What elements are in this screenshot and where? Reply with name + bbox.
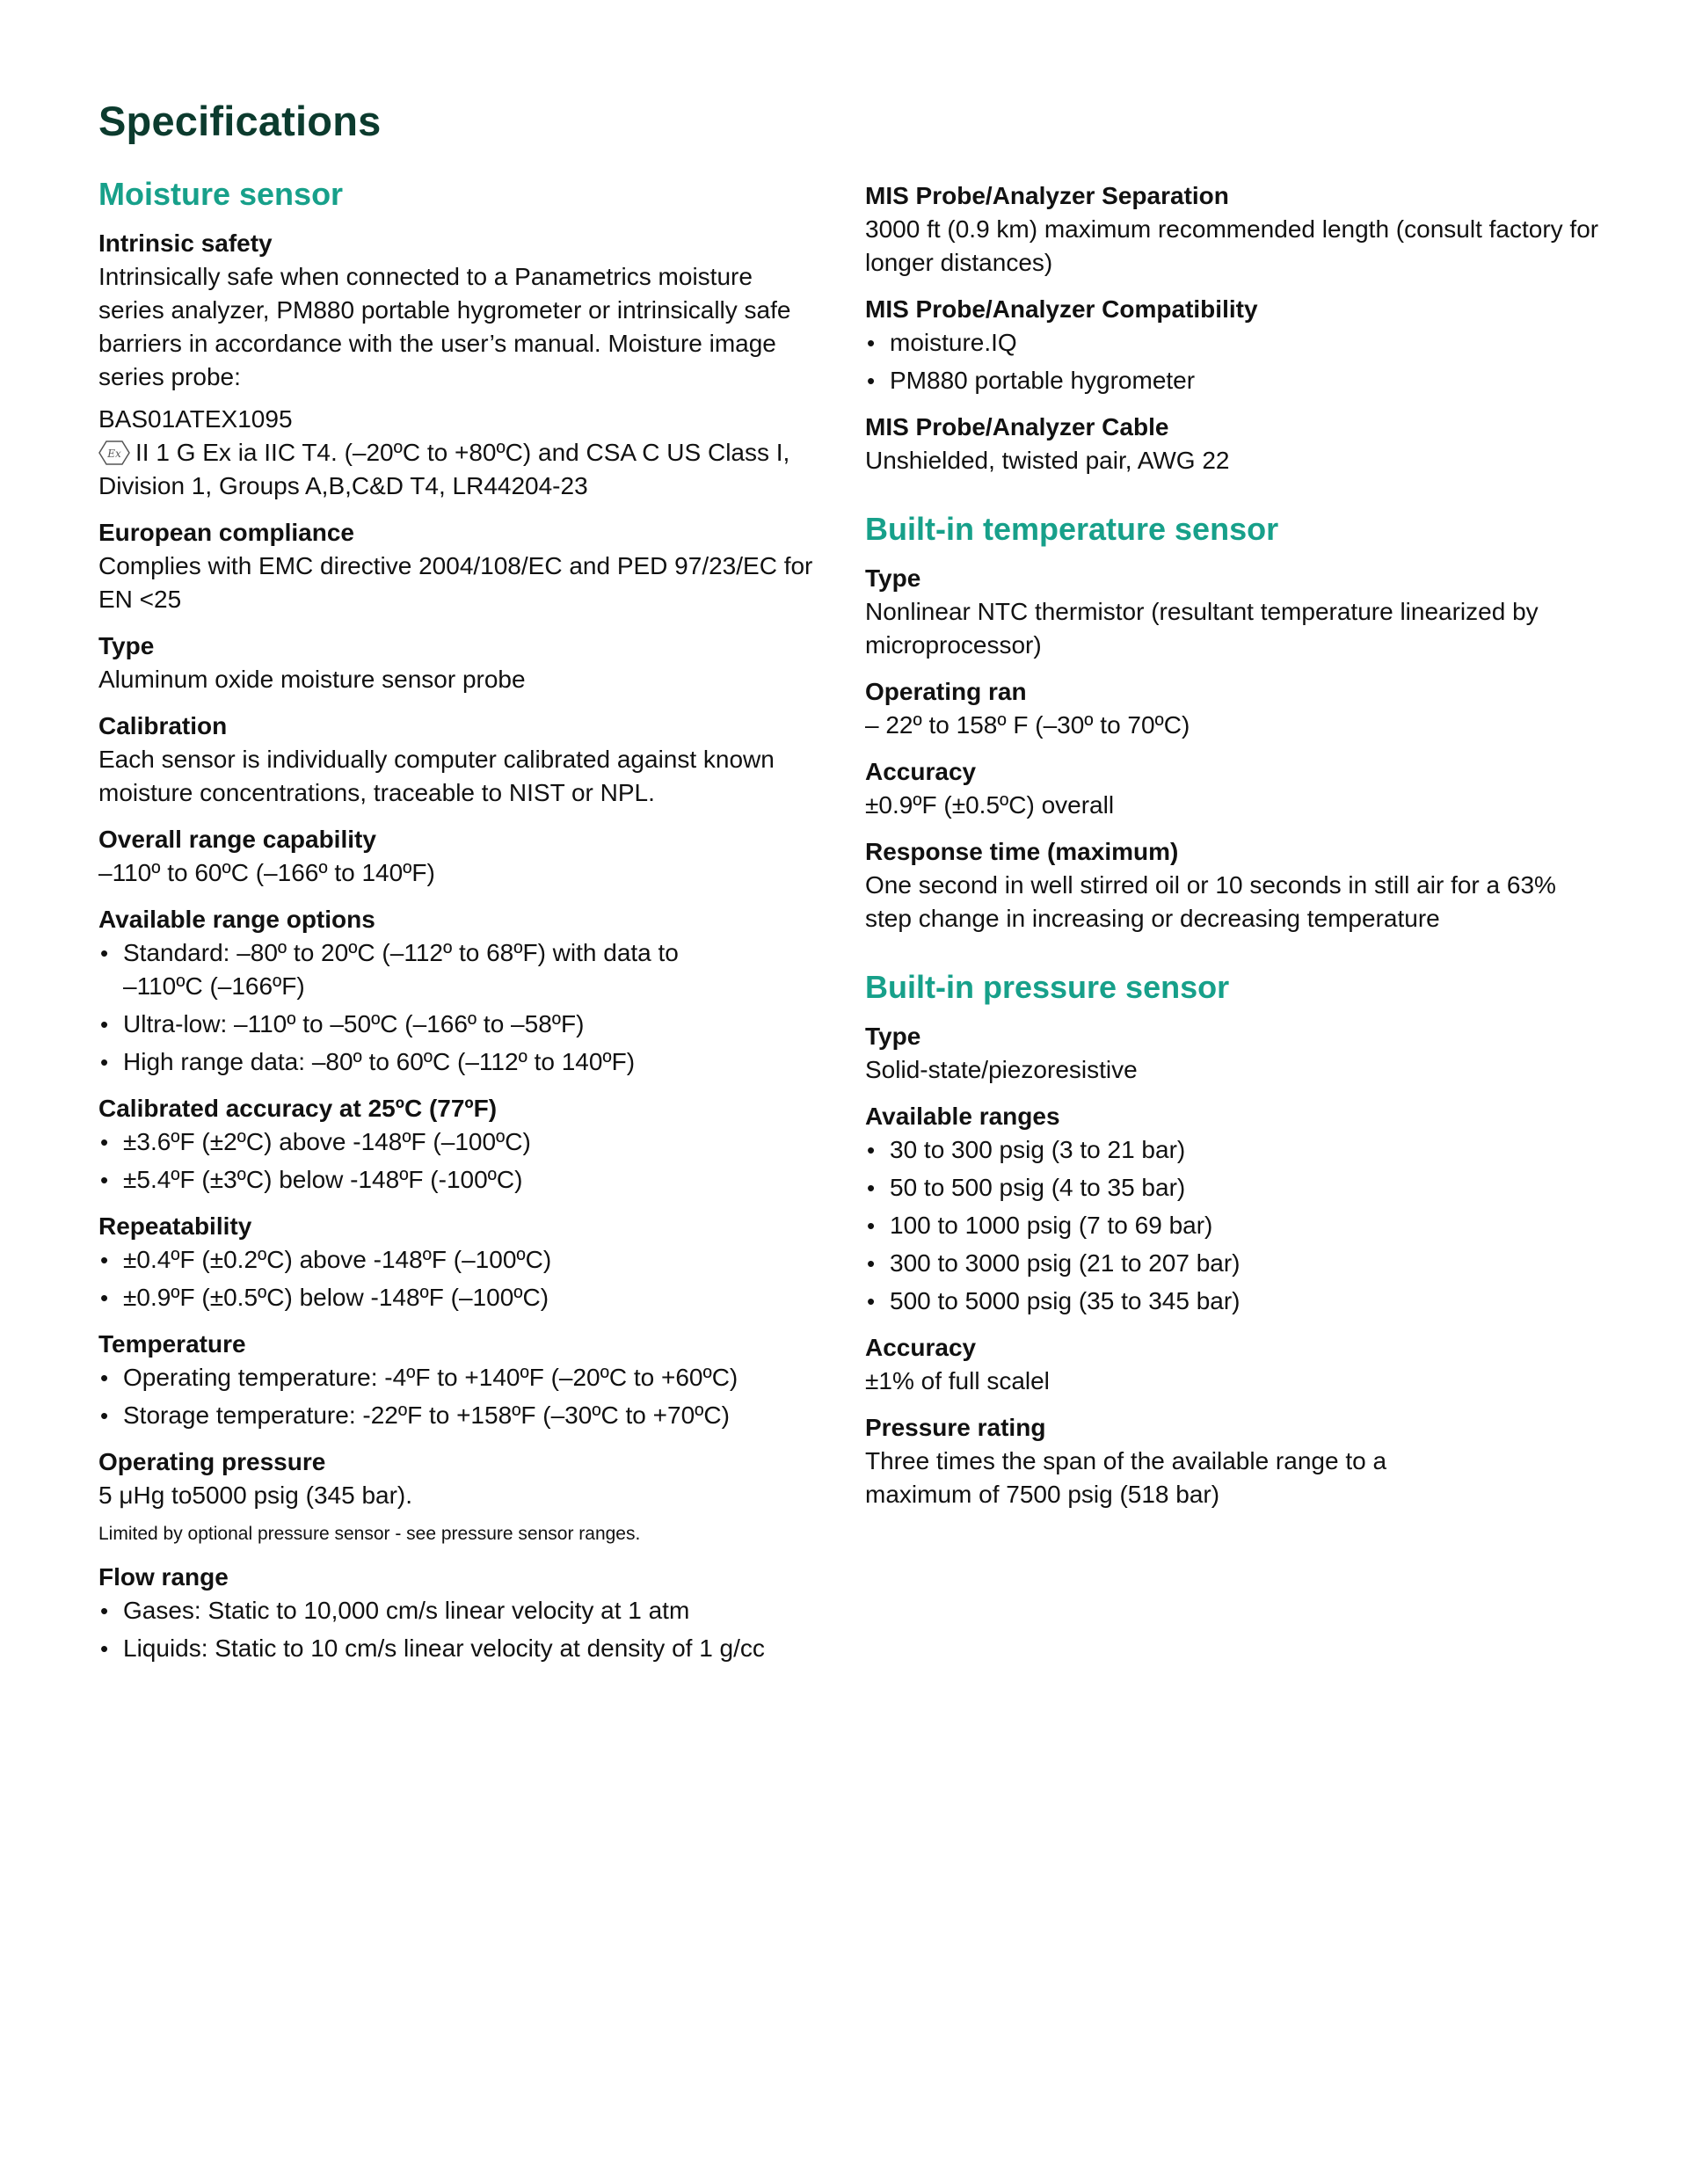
list-item: • Standard: –80º to 20ºC (–112º to 68ºF) with data to –110ºC (–166ºF) — [98, 936, 686, 1003]
list-item: • 500 to 5000 psig (35 to 345 bar) — [865, 1285, 1604, 1318]
spec-label: Type — [865, 564, 921, 592]
spec-label: Accuracy — [865, 758, 977, 785]
spec-intrinsic-safety — [98, 227, 819, 503]
list-item: • ±5.4ºF (±3ºC) below -148ºF (-100ºC) — [98, 1163, 819, 1197]
bullet-list — [98, 1361, 819, 1432]
spec-label: Overall range capability — [98, 826, 376, 853]
list-item: • ±0.9ºF (±0.5ºC) below -148ºF (–100ºC) — [98, 1281, 819, 1314]
list-item: • Liquids: Static to 10 cm/s linear velocity at density of 1 g/cc — [98, 1632, 819, 1665]
ex-hexagon-icon — [98, 440, 130, 465]
cert-text: II 1 G Ex ia IIC T4. (–20ºC to +80ºC) and CSA C US Class I, Division 1, Groups A,B,C&D T4, LR44204-23 — [98, 439, 790, 499]
spec-label: Operating pressure — [98, 1448, 326, 1475]
spec-pressure-accuracy — [865, 1331, 1604, 1398]
spec-text: ±0.9ºF (±0.5ºC) overall — [865, 791, 1115, 819]
spec-text: Three times the span of the available range to a maximum of 7500 psig (518 bar) — [865, 1447, 1387, 1508]
spec-temp-response-time — [865, 835, 1604, 935]
section-heading-pressure-sensor: Built-in pressure sensor — [865, 969, 1230, 1005]
spec-flow-range — [98, 1561, 819, 1665]
bullet-list — [98, 1243, 819, 1314]
spec-note: Limited by optional pressure sensor - see pressure sensor ranges. — [98, 1524, 641, 1544]
list-item: • 50 to 500 psig (4 to 35 bar) — [865, 1171, 1604, 1205]
spec-label: Type — [865, 1023, 921, 1050]
spec-temperature — [98, 1328, 819, 1432]
spec-label: European compliance — [98, 519, 354, 546]
spec-label: Pressure rating — [865, 1414, 1046, 1441]
spec-label: Repeatability — [98, 1212, 252, 1240]
spec-label: Accuracy — [865, 1334, 977, 1361]
list-item: • 30 to 300 psig (3 to 21 bar) — [865, 1133, 1604, 1167]
bullet-list — [98, 1125, 819, 1197]
spec-text: –110º to 60ºC (–166º to 140ºF) — [98, 859, 435, 886]
list-item: • moisture.IQ — [865, 326, 1604, 360]
list-item: • ±0.4ºF (±0.2ºC) above -148ºF (–100ºC) — [98, 1243, 819, 1277]
spec-label: Operating ran — [865, 678, 1027, 705]
list-item: • ±3.6ºF (±2ºC) above -148ºF (–100ºC) — [98, 1125, 819, 1159]
spec-text: ±1% of full scalel — [865, 1367, 1050, 1394]
spec-label: MIS Probe/Analyzer Cable — [865, 413, 1169, 440]
spec-text: Complies with EMC directive 2004/108/EC and PED 97/23/EC for EN <25 — [98, 552, 813, 613]
list-item: • 300 to 3000 psig (21 to 207 bar) — [865, 1247, 1604, 1280]
list-item: • PM880 portable hygrometer — [865, 364, 1604, 397]
spec-text: Intrinsically safe when connected to a Panametrics moisture series analyzer, PM880 portable hygrometer or intrinsically safe barriers in accordance with the user’s manual. Moisture image series probe: — [98, 263, 791, 390]
spec-calibrated-accuracy — [98, 1092, 819, 1197]
list-item: • Gases: Static to 10,000 cm/s linear velocity at 1 atm — [98, 1594, 819, 1627]
spec-temp-operating-range — [865, 675, 1604, 742]
spec-label: Intrinsic safety — [98, 229, 273, 257]
list-item: • Operating temperature: -4ºF to +140ºF (–20ºC to +60ºC) — [98, 1361, 819, 1394]
spec-text: Aluminum oxide moisture sensor probe — [98, 666, 526, 693]
spec-label: Flow range — [98, 1563, 229, 1591]
spec-mis-compatibility — [865, 293, 1604, 397]
spec-text: 3000 ft (0.9 km) maximum recommended length (consult factory for longer distances) — [865, 215, 1599, 276]
spec-cert — [98, 403, 819, 503]
spec-label: Calibrated accuracy at 25ºC (77ºF) — [98, 1095, 498, 1122]
spec-label: Available range options — [98, 906, 375, 933]
spec-text: 5 μHg to5000 psig (345 bar). — [98, 1481, 413, 1509]
spec-text: Solid-state/piezoresistive — [865, 1056, 1138, 1083]
spec-european-compliance — [98, 516, 819, 616]
spec-operating-pressure — [98, 1445, 819, 1547]
spec-text: One second in well stirred oil or 10 seconds in still air for a 63% step change in increasing or decreasing temperature — [865, 871, 1556, 932]
spec-label: Available ranges — [865, 1103, 1060, 1130]
spec-calibration — [98, 710, 819, 810]
spec-type — [98, 630, 819, 696]
spec-label: Calibration — [98, 712, 228, 739]
page-title: Specifications — [98, 98, 382, 144]
section-heading-moisture-sensor: Moisture sensor — [98, 176, 344, 212]
left-column — [98, 176, 819, 1678]
spec-temp-type — [865, 562, 1604, 662]
spec-pressure-type — [865, 1020, 1604, 1087]
list-item: • Storage temperature: -22ºF to +158ºF (–30ºC to +70ºC) — [98, 1399, 819, 1432]
spec-text: Unshielded, twisted pair, AWG 22 — [865, 447, 1230, 474]
section-heading-temperature-sensor: Built-in temperature sensor — [865, 511, 1279, 547]
spec-text: – 22º to 158º F (–30º to 70ºC) — [865, 711, 1190, 739]
svg-text:Ex: Ex — [107, 448, 121, 460]
spec-repeatability — [98, 1210, 819, 1314]
spec-temp-accuracy — [865, 755, 1604, 822]
cert-number: BAS01ATEX1095 — [98, 405, 293, 433]
spec-label: MIS Probe/Analyzer Separation — [865, 182, 1229, 209]
spec-label: Temperature — [98, 1330, 246, 1358]
spec-label: MIS Probe/Analyzer Compatibility — [865, 295, 1258, 323]
bullet-list — [865, 1133, 1604, 1318]
spec-text: Nonlinear NTC thermistor (resultant temperature linearized by microprocessor) — [865, 598, 1539, 659]
list-item: • Ultra-low: –110º to –50ºC (–166º to –58ºF) — [98, 1008, 819, 1041]
spec-overall-range — [98, 823, 819, 890]
bullet-list — [98, 936, 819, 1079]
spec-text: Each sensor is individually computer calibrated against known moisture concentrations, traceable to NIST or NPL. — [98, 746, 775, 806]
spec-mis-separation — [865, 179, 1604, 280]
spec-mis-cable — [865, 411, 1604, 477]
right-column — [865, 179, 1604, 1525]
bullet-list — [865, 326, 1604, 397]
list-item: • 100 to 1000 psig (7 to 69 bar) — [865, 1209, 1604, 1242]
spec-label: Type — [98, 632, 155, 659]
list-item: • High range data: –80º to 60ºC (–112º to 140ºF) — [98, 1045, 819, 1079]
bullet-list — [98, 1594, 819, 1665]
spec-pressure-available-ranges — [865, 1100, 1604, 1318]
spec-pressure-rating — [865, 1411, 1604, 1511]
spec-label: Response time (maximum) — [865, 838, 1179, 865]
spec-available-range-options — [98, 903, 819, 1079]
